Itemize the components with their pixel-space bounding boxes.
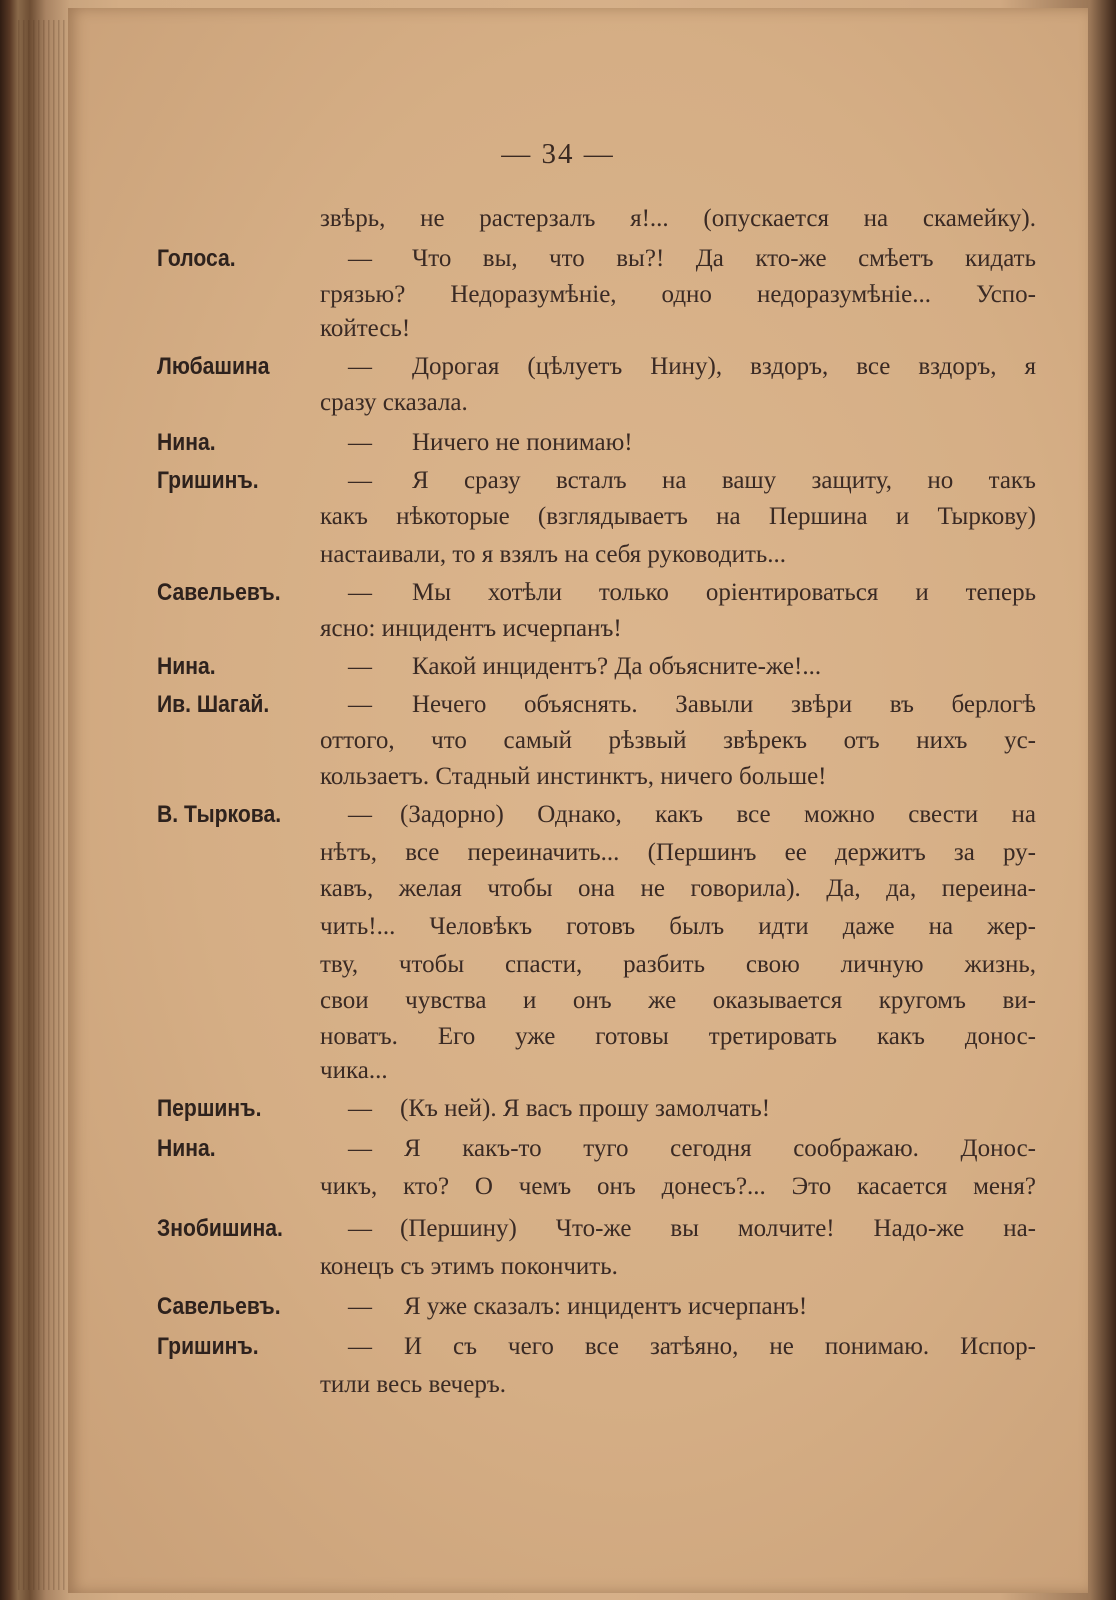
speaker-name: Нина.: [157, 429, 216, 456]
text-line: (Першину) Что-же вы молчите! Надо-же на-: [400, 1215, 1036, 1242]
speaker-name: Знобишина.: [157, 1215, 283, 1242]
text-line: звѣрь, не растерзалъ я!... (опускается на скамейку).: [320, 205, 1036, 232]
text-line: сразу сказала.: [320, 389, 468, 416]
text-line: Я уже сказалъ: инцидентъ исчерпанъ!: [404, 1293, 808, 1320]
text-line: И съ чего все затѣяно, не понимаю. Испор-: [404, 1333, 1036, 1360]
text-line: Дорогая (цѣлуетъ Нину), вздоръ, все вздоръ, я: [412, 353, 1036, 380]
speaker-name: Першинъ.: [157, 1095, 262, 1122]
text-line: чикъ, кто? О чемъ онъ донесъ?... Это касается меня?: [320, 1173, 1036, 1200]
speech-dash: —: [348, 692, 372, 718]
text-line: чить!... Человѣкъ готовъ былъ идти даже на жер-: [320, 913, 1036, 940]
text-line: какъ нѣкоторые (взглядываетъ на Першина и Тыркову): [320, 503, 1036, 530]
text-line: койтесь!: [320, 315, 411, 342]
speech-dash: —: [348, 654, 372, 680]
speaker-name: Савельевъ.: [157, 1293, 281, 1320]
text-line: нѣтъ, все переиначить... (Першинъ ее держитъ за ру-: [320, 839, 1036, 866]
speaker-name: Гришинъ.: [157, 1333, 259, 1360]
speaker-name: Любашина: [157, 353, 270, 380]
text-line: Что вы, что вы?! Да кто-же смѣетъ кидать: [412, 245, 1036, 272]
speaker-name: Савельевъ.: [157, 579, 281, 606]
speech-dash: —: [348, 246, 372, 272]
text-line: (Къ ней). Я васъ прошу замолчать!: [400, 1095, 771, 1122]
text-line: Какой инцидентъ? Да объясните-же!...: [412, 653, 822, 680]
text-line: тву, чтобы спасти, разбить свою личную жизнь,: [320, 951, 1036, 978]
speaker-name: Нина.: [157, 1135, 216, 1162]
text-line: Я какъ-то туго сегодня соображаю. Донос-: [404, 1135, 1036, 1162]
speaker-name: Голоса.: [157, 245, 236, 272]
text-line: настаивали, то я взялъ на себя руководить...: [320, 541, 787, 568]
speaker-name: Нина.: [157, 653, 216, 680]
speech-dash: —: [348, 1096, 372, 1122]
text-line: кавъ, желая чтобы она не говорила). Да, да, переина-: [320, 875, 1036, 902]
speech-dash: —: [348, 468, 372, 494]
speech-dash: —: [348, 1136, 372, 1162]
speaker-name: Гришинъ.: [157, 467, 259, 494]
text-line: оттого, что самый рѣзвый звѣрекъ отъ нихъ ус-: [320, 727, 1036, 754]
speech-dash: —: [348, 580, 372, 606]
text-line: Ничего не понимаю!: [412, 429, 633, 456]
speech-dash: —: [348, 354, 372, 380]
text-line: свои чувства и онъ же оказывается кругомъ ви-: [320, 987, 1036, 1014]
text-line: кользаетъ. Стадный инстинктъ, ничего больше!: [320, 763, 827, 790]
speaker-name: Ив. Шагай.: [157, 691, 270, 718]
text-line: конецъ съ этимъ покончить.: [320, 1253, 618, 1280]
text-line: тили весь вечеръ.: [320, 1371, 507, 1398]
text-line: ясно: инцидентъ исчерпанъ!: [320, 615, 622, 642]
text-line: Мы хотѣли только оріентироваться и теперь: [412, 579, 1036, 606]
page-number: — 34 —: [501, 138, 615, 170]
speech-dash: —: [348, 1216, 372, 1242]
speech-dash: —: [348, 1334, 372, 1360]
speaker-name: В. Тыркова.: [157, 801, 282, 828]
speech-dash: —: [348, 1294, 372, 1320]
text-line: чика...: [320, 1057, 388, 1084]
text-line: Я сразу всталъ на вашу защиту, но такъ: [412, 467, 1036, 494]
text-line: (Задорно) Однако, какъ все можно свести на: [400, 801, 1036, 828]
speech-dash: —: [348, 802, 372, 828]
text-line: Нечего объяснять. Завыли звѣри въ берлогѣ: [412, 691, 1036, 718]
text-line: грязью? Недоразумѣніе, одно недоразумѣніе... Успо-: [320, 281, 1036, 308]
text-line: новатъ. Его уже готовы третировать какъ донос-: [320, 1023, 1036, 1050]
speech-dash: —: [348, 430, 372, 456]
